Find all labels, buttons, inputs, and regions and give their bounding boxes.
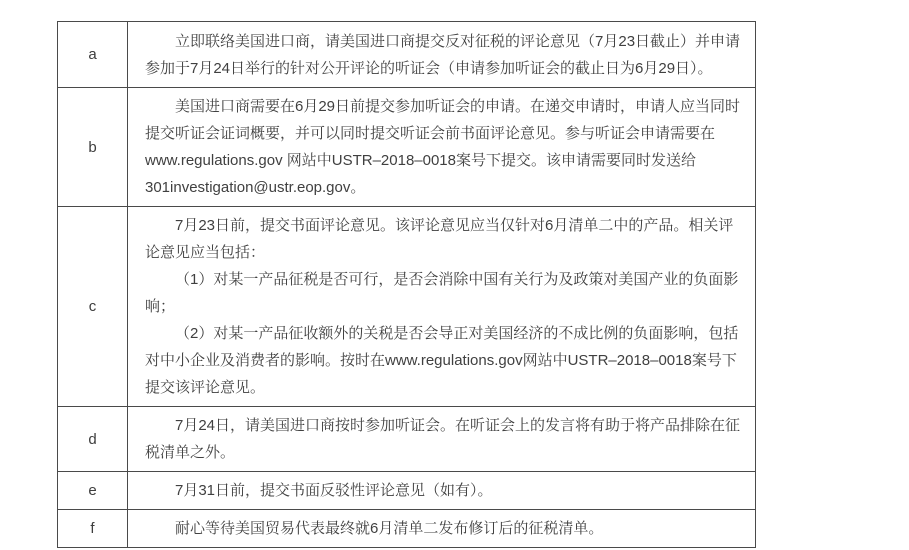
paragraph: （1）对某一产品征税是否可行，是否会消除中国有关行为及政策对美国产业的负面影响；	[145, 271, 739, 315]
row-label: c	[58, 207, 128, 407]
procedure-table	[57, 21, 756, 548]
row-label: e	[58, 472, 128, 510]
paragraph: 7月24日，请美国进口商按时参加听证会。在听证会上的发言将有助于将产品排除在征税清单之外。	[145, 417, 741, 461]
paragraph: 美国进口商需要在6月29日前提交参加听证会的申请。在递交申请时，申请人应当同时提交听证会证词概要，并可以同时提交听证会前书面评论意见。参与听证会申请需要在www.regulations.gov 网站中USTR–2018–0018案号下提交。该申请需要同时发送给301investigation@ustr.eop.gov。	[145, 98, 741, 196]
row-content	[128, 207, 756, 407]
row-label: b	[58, 88, 128, 207]
paragraph: 7月31日前，提交书面反驳性评论意见（如有）。	[175, 482, 493, 499]
paragraph: （2）对某一产品征收额外的关税是否会导正对美国经济的不成比例的负面影响，包括对中小企业及消费者的影响。按时在www.regulations.gov网站中USTR–2018–0018案号下提交该评论意见。	[145, 325, 739, 396]
table-row-b	[58, 88, 756, 207]
row-label: f	[58, 510, 128, 548]
table-row-c	[58, 207, 756, 407]
table-row-d	[58, 407, 756, 472]
row-label: d	[58, 407, 128, 472]
table-row-f	[58, 510, 756, 548]
row-content	[128, 88, 756, 207]
table-row-a	[58, 22, 756, 88]
row-content	[128, 407, 756, 472]
table-row-e	[58, 472, 756, 510]
row-content	[128, 510, 756, 548]
paragraph: 立即联络美国进口商，请美国进口商提交反对征税的评论意见（7月23日截止）并申请参加于7月24日举行的针对公开评论的听证会（申请参加听证会的截止日为6月29日）。	[145, 32, 741, 77]
row-label: a	[58, 22, 128, 88]
paragraph: 耐心等待美国贸易代表最终就6月清单二发布修订后的征税清单。	[175, 520, 604, 537]
row-content	[128, 472, 756, 510]
paragraph: 7月23日前，提交书面评论意见。该评论意见应当仅针对6月清单二中的产品。相关评论意见应当包括：	[145, 217, 734, 261]
row-content	[128, 22, 756, 88]
